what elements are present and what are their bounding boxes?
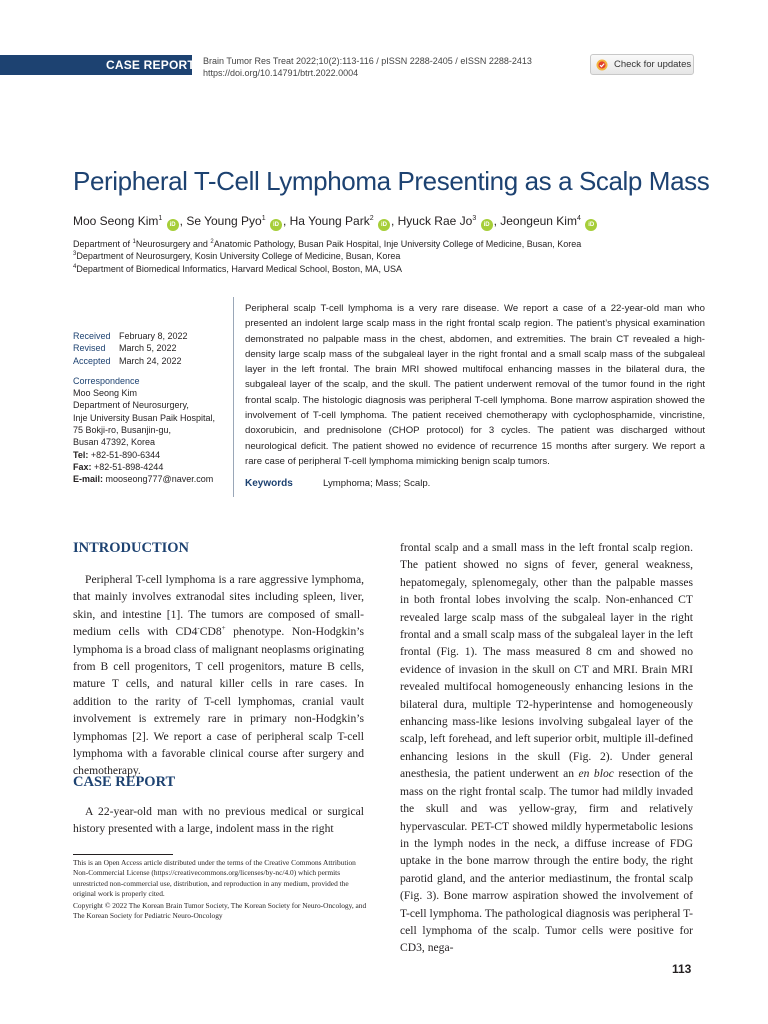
license-note: This is an Open Access article distributed under the terms of the Creative Commons Attribution Non-Commercial License (https://creativecommons.org/licenses/by-nc/4.0) which permits unrestricted non-commercial use, distribution, and reproduction in any medium, provided the original work is properly cited. xyxy=(73,858,356,898)
orcid-icon[interactable]: iD xyxy=(167,219,179,231)
article-type-tag: CASE REPORT xyxy=(106,58,195,72)
abstract-text: Peripheral scalp T-cell lymphoma is a very rare disease. We report a case of a 22-year-old man who presented an indolent large scalp mass in the right frontal scalp region. The patient’s physical examination demonstrated no palpable mass in the chest, abdomen, and extremities. The brain CT revealed a high-density large scalp mass of the subgaleal layer in the right frontal and a small scalp mass of the subgaleal layer in the left frontal. The brain MRI showed multifocal enhancing masses in the bilateral dura, the subgaleal layer of the scalp, and the skull. The patient underwent removal of the tumor found in the right frontal scalp. The histologic diagnosis was peripheral T-cell lymphoma. Bone marrow aspiration showed the involvement of T-cell lymphoma. The patient received chemotherapy with cyclophosphamide, vincristine, doxorubicin, and prednisolone (CHOP protocol) for 3 cycles. The patient was discharged without neurological deficit. The patient showed no evidence of recurrence 15 months after surgery. We report a rare case of peripheral T-cell lymphoma mimicking benign scalp tumors. xyxy=(245,303,705,467)
journal-citation xyxy=(203,55,532,79)
affiliations xyxy=(73,238,581,275)
date-received: Received February 8, 2022 xyxy=(73,331,188,341)
introduction-paragraph: Peripheral T-cell lymphoma is a rare aggressive lymphoma, that mainly involves extranodal sites including spleen, liver, skin, and intestine [1]. The tumors are composed of small-medium cells with CD4-CD8+ phenotype. Non-Hodgkin’s lymphoma is a broad class of malignant neoplasms originating from B cell progenitors, T cell progenitors, mature B cells, mature T cells, and natural killer cells in rare cases. In addition to the rarity of T-cell lymphomas, cranial vault involvement is extremely rare in primary non-Hodgkin’s lymphomas [2]. We report a case of peripheral scalp T-cell lymphoma with a favorable clinical course after surgery and chemotherapy. xyxy=(73,573,364,778)
page-number: 113 xyxy=(672,962,692,976)
author-name: Jeongeun Kim xyxy=(500,214,577,228)
correspondence-line: 75 Bokji-ro, Busanjin-gu, xyxy=(73,425,172,436)
correspondence-line: Inje University Busan Paik Hospital, xyxy=(73,412,216,423)
author-name: Moo Seong Kim xyxy=(73,214,159,228)
footnotes xyxy=(73,858,368,924)
orcid-icon[interactable]: iD xyxy=(270,219,282,231)
copyright-note: Copyright © 2022 The Korean Brain Tumor Society, The Korean Society for Neuro-Oncology, and The Korean Society for Pediatric Neuro-Oncology xyxy=(73,901,367,921)
doi-link[interactable]: https://doi.org/10.14791/btrt.2022.0004 xyxy=(203,68,359,78)
abstract-divider xyxy=(233,297,234,497)
check-for-updates-label: Check for updates xyxy=(614,59,692,70)
section-heading-introduction: INTRODUCTION xyxy=(73,540,190,556)
correspondence-line: Busan 47392, Korea xyxy=(73,437,156,448)
author-affil-sup: 1 xyxy=(261,215,266,222)
correspondence-fax: Fax: +82-51-898-4244 xyxy=(73,461,164,472)
affiliation-line: $^4$Department of Biomedical Informatics, Harvard Medical School, Boston, MA, USA xyxy=(73,263,402,274)
article-title: Peripheral T-Cell Lymphoma Presenting as a Scalp Mass xyxy=(73,166,710,196)
crossmark-icon xyxy=(596,59,608,71)
correspondence-email[interactable]: E-mail: mooseong777@naver.com xyxy=(73,474,214,485)
correspondence-heading: Correspondence xyxy=(73,375,140,386)
footnote-rule xyxy=(73,854,173,855)
date-revised: Revised March 5, 2022 xyxy=(73,343,177,354)
author-affil-sup: 2 xyxy=(369,215,374,222)
author-affil-sup: 1 xyxy=(158,215,163,222)
orcid-icon[interactable]: iD xyxy=(378,219,390,231)
date-accepted: Accepted March 24, 2022 xyxy=(73,355,182,366)
journal-issn-line: Brain Tumor Res Treat 2022;10(2):113-116 / pISSN 2288-2405 / eISSN 2288-2413 xyxy=(203,56,532,66)
affiliation-line: Department of $^1$Neurosurgery and $^2$Anatomic Pathology, Busan Paik Hospital, Inje University College of Medicine, Busan, Korea xyxy=(73,239,582,249)
article-sidebar xyxy=(73,330,233,486)
keywords-list: Lymphoma; Mass; Scalp. xyxy=(323,478,431,489)
affiliation-line: $^3$Department of Neurosurgery, Kosin University College of Medicine, Busan, Korea xyxy=(73,251,401,262)
author-affil-sup: 3 xyxy=(472,215,477,222)
orcid-icon[interactable]: iD xyxy=(481,219,493,231)
author-name: Se Young Pyo xyxy=(186,214,262,228)
author-list: Moo Seong Kim$^1$ iD , Se Young Pyo$^1$ iD , Ha Young Park$^2$ iD , Hyuck Rae Jo$^3$ iD , Jeongeun Kim$^4$ iD xyxy=(73,214,598,231)
correspondence-tel: Tel: +82-51-890-6344 xyxy=(73,449,161,460)
keywords-label: Keywords xyxy=(245,478,293,489)
check-for-updates-button[interactable] xyxy=(590,54,694,75)
correspondence-line: Moo Seong Kim xyxy=(73,388,138,399)
author-name: Hyuck Rae Jo xyxy=(397,214,473,228)
author-affil-sup: 4 xyxy=(576,215,581,222)
correspondence-line: Department of Neurosurgery, xyxy=(73,400,189,411)
orcid-icon[interactable]: iD xyxy=(585,219,597,231)
case-report-paragraph-continued: frontal scalp and a small mass in the left frontal scalp region. The patient showed no signs of fever, general weakness, hepatomegaly, splenomegaly, other than the palpable masses in both frontal lobes involving the scalp. Non-enhanced CT revealed large scalp mass of the subgaleal layer in the right frontal and a small scalp mass of the subgaleal layer in the left frontal (Fig. 1). The mass measured 8 cm and showed no evidence of invasion in the skull on CT and MRI. Brain MRI revealed multifocal homogeneously enhancing lesions in the bilateral dura, multiple T2-hyperintense and homogeneously enhancing mass-like lesions involving subgaleal layer of the scalp, left forehead, and left superior orbit, multiple ill-defined enhancing lesions in the skull (Fig. 2). Under general anesthesia, the patient underwent an en bloc resection of the mass on the right frontal scalp. The tumor had mildly invaded the skull and was yellow-gray, firm and relatively hypervascular. PET-CT showed mildly hypermetabolic lesions in the lymph nodes in the neck, a diffuse increase of FDG uptake in the bone marrow through the entire body, the right parotid gland, and the anterior mediastinum, the frontal scalp (Fig. 3). Bone marrow aspiration showed the involvement of T-cell lymphoma. The pathological diagnosis was peripheral T-cell lymphoma of the scalp. Tumor cells were positive for CD3, nega- xyxy=(400,541,694,955)
section-heading-case-report: CASE REPORT xyxy=(73,774,176,790)
author-name: Ha Young Park xyxy=(289,214,370,228)
case-report-paragraph: A 22-year-old man with no previous medical or surgical history presented with a large, indolent mass in the right xyxy=(73,805,364,836)
